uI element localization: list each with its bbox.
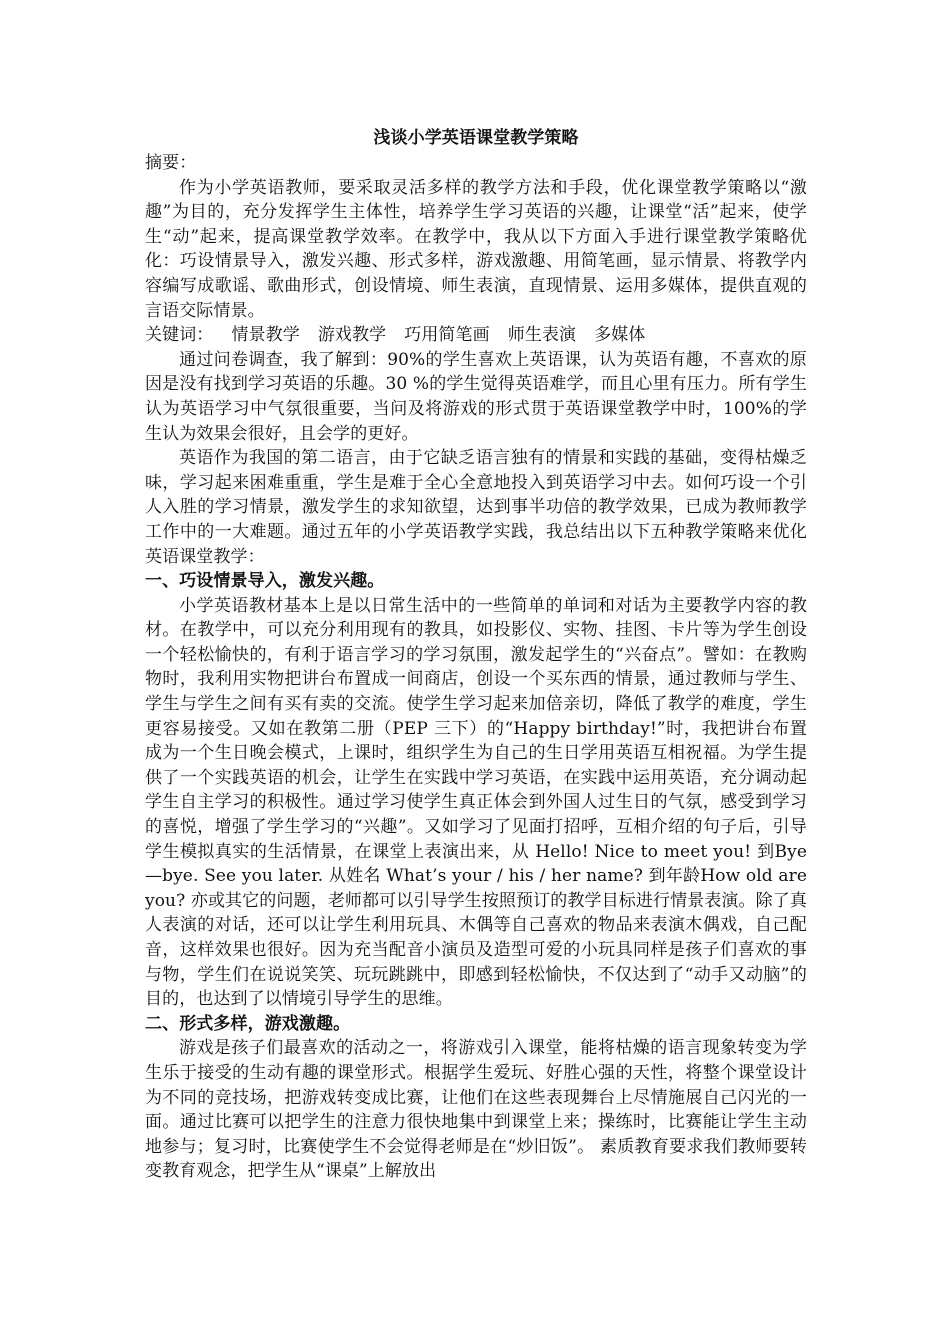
keyword: 巧用简笔画 <box>404 325 490 346</box>
keyword: 游戏教学 <box>317 325 387 346</box>
abstract-paragraph: 作为小学英语教师，要采取灵活多样的教学方法和手段，优化课堂教学策略以“激趣”为目的，充分发挥学生主体性，培养学生学习英语的兴趣，让课堂“活”起来，使学生“动”起来，提高课堂教学效率。在教学中，我从以下方面入手进行课堂教学策略优化：巧设情景导入，激发兴趣、形式多样，游戏激趣、用简笔画，显示情景、将教学内容编写成歌谣、歌曲形式，创设情境、师生表演，直现情景、运用多媒体，提供直观的言语交际情景。 <box>145 177 807 321</box>
document-page <box>145 125 807 1184</box>
keyword: 情景教学 <box>231 325 300 346</box>
intro-paragraph: 英语作为我国的第二语言，由于它缺乏语言独有的情景和实践的基础，变得枯燥乏味，学习起来困难重重，学生是难于全心全意地投入到英语学习中去。如何巧设一个引人入胜的学习情景，激发学生的求知欲望，达到事半功倍的教学效果，已成为教师教学工作中的一大难题。通过五年的小学英语教学实践，我总结出以下五种教学策略来优化英语课堂教学： <box>145 448 807 567</box>
section-heading-1: 一、巧设情景导入，激发兴趣。 <box>145 571 385 592</box>
keywords-label: 关键词： <box>145 325 214 346</box>
abstract-label: 摘要： <box>145 153 197 173</box>
keyword: 师生表演 <box>507 325 577 346</box>
survey-paragraph: 通过问卷调查，我了解到：90%的学生喜欢上英语课，认为英语有趣，不喜欢的原因是没有找到学习英语的乐趣。30 %的学生觉得英语难学，而且心里有压力。所有学生认为英语学习中气氛很重要，当问及将游戏的形式贯于英语课堂教学中时，100%的学生认为效果会很好，且会学的更好。 <box>145 349 807 444</box>
keyword: 多媒体 <box>594 325 646 346</box>
keywords-line <box>145 323 807 348</box>
section-heading-2: 二、形式多样，游戏激趣。 <box>145 1013 351 1034</box>
document-title: 浅谈小学英语课堂教学策略 <box>373 128 579 148</box>
section-body-2: 游戏是孩子们最喜欢的活动之一，将游戏引入课堂，能将枯燥的语言现象转变为学生乐于接受的生动有趣的课堂形式。根据学生爱玩、好胜心强的天性，将整个课堂设计为不同的竞技场，把游戏转变成比赛，让他们在这些表现舞台上尽情施展自己闪光的一面。通过比赛可以把学生的注意力很快地集中到课堂上来；操练时，比赛能让学生主动地参与；复习时，比赛使学生不会觉得老师是在“炒旧饭”。 素质教育要求我们教师要转变教育观念，把学生从“课桌”上解放出 <box>145 1038 807 1182</box>
section-body-1: 小学英语教材基本上是以日常生活中的一些简单的单词和对话为主要教学内容的教材。在教学中，可以充分利用现有的教具，如投影仪、实物、挂图、卡片等为学生创设一个轻松愉快的，有利于语言学习的学习氛围，激发起学生的“兴奋点”。譬如：在教购物时，我利用实物把讲台布置成一间商店，创设一个买东西的情景，通过教师与学生、学生与学生之间有买有卖的交流。使学生学习起来加倍亲切，降低了教学的难度，学生更容易接受。又如在教第二册（PEP 三下）的“Happy birthday!”时，我把讲台布置成为一个生日晚会模式，上课时，组织学生为自己的生日学用英语互相祝福。为学生提供了一个实践英语的机会，让学生在实践中学习英语，在实践中运用英语，充分调动起学生自主学习的积极性。通过学习使学生真正体会到外国人过生日的气氛，感受到学习的喜悦，增强了学生学习的“兴趣”。又如学习了见面打招呼，互相介绍的句子后，引导学生模拟真实的生活情景，在课堂上表演出来，从 Hello! Nice to meet you! 到Bye—bye. See you later. 从姓名 What’s your / his / her name? 到年龄How old are you? 亦或其它的问题，老师都可以引导学生按照预订的教学目标进行情景表演。除了真人表演的对话，还可以让学生利用玩具、木偶等自己喜欢的物品来表演木偶戏，自己配音，这样效果也很好。因为充当配音小演员及造型可爱的小玩具同样是孩子们喜欢的事与物，学生们在说说笑笑、玩玩跳跳中，即感到轻松愉快，不仅达到了“动手又动脑”的目的，也达到了以情境引导学生的思维。 <box>145 595 807 1010</box>
